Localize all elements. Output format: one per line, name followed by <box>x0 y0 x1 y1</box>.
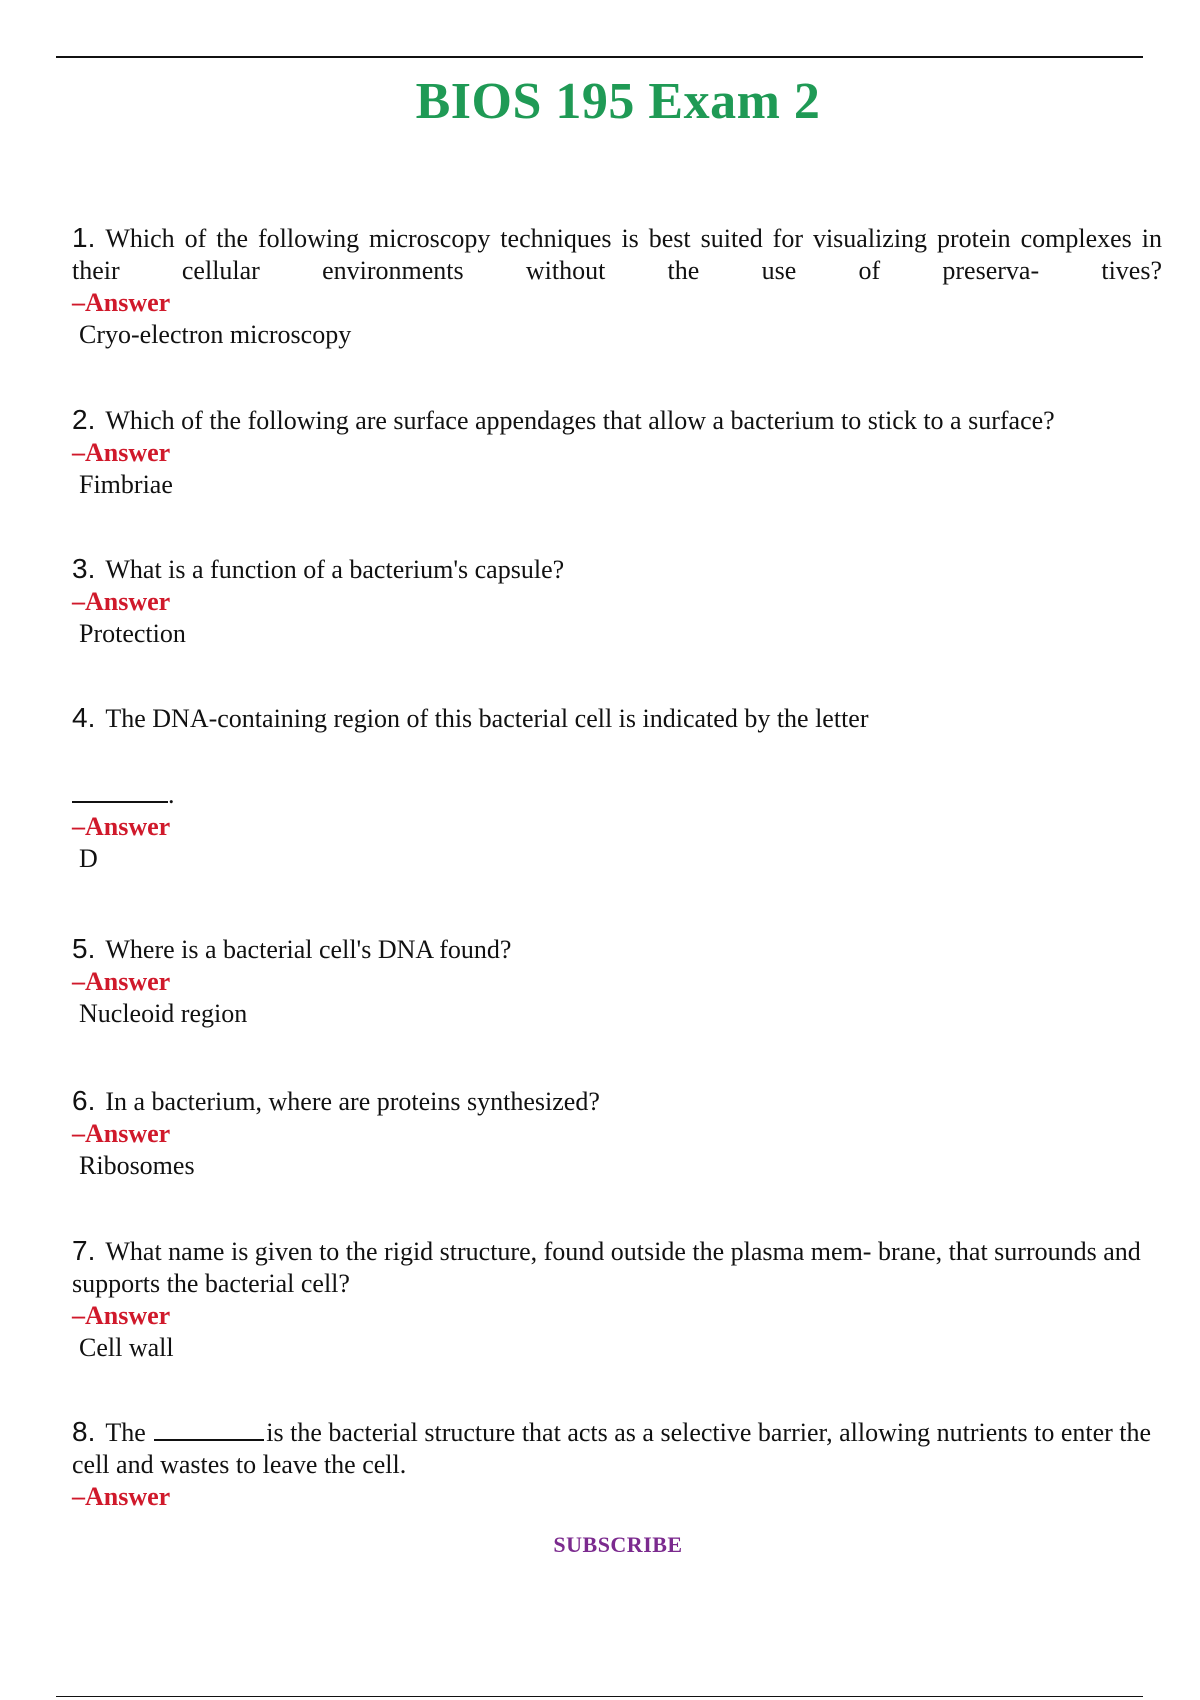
answer-label: –Answer <box>72 587 171 616</box>
question-text: 7. What name is given to the rigid structure, found outside the plasma mem- brane, that surrounds and supports the bacterial cell? <box>72 1235 1141 1298</box>
question-text: 1. Which of the following microscopy techniques is best suited for visualizing protein complexes in their cellular environments without the use of preserva- tives? <box>72 222 1162 285</box>
answer-label: –Answer <box>72 1119 171 1148</box>
question-3 <box>72 553 1162 650</box>
answer-text: D <box>79 844 98 873</box>
question-number: 6. <box>72 1085 96 1116</box>
question-text: 6. In a bacterium, where are proteins synthesized? <box>72 1085 600 1116</box>
top-rule <box>56 56 1143 58</box>
question-number: 8. <box>72 1416 96 1447</box>
answer-text: Protection <box>79 619 186 648</box>
question-4 <box>72 702 1162 875</box>
question-number: 4. <box>72 702 96 733</box>
answer-label: –Answer <box>72 967 171 996</box>
answer-text: Ribosomes <box>79 1151 195 1180</box>
question-number: 5. <box>72 933 96 964</box>
question-text: 8. The is the bacterial structure that acts as a selective barrier, allowing nutrients to enter the cell and wastes to leave the cell. <box>72 1416 1152 1479</box>
answer-text: Cell wall <box>79 1333 174 1362</box>
question-text: 3. What is a function of a bacterium's capsule? <box>72 553 565 584</box>
question-8 <box>72 1416 1162 1513</box>
subscribe-link[interactable]: SUBSCRIBE <box>553 1532 683 1557</box>
page-title: BIOS 195 Exam 2 <box>415 73 821 130</box>
question-number: 3. <box>72 553 96 584</box>
question-6 <box>72 1085 1162 1182</box>
answer-blank <box>72 779 168 803</box>
answer-blank <box>154 1417 264 1441</box>
question-number: 7. <box>72 1235 96 1266</box>
answer-label: –Answer <box>72 812 171 841</box>
answer-label: –Answer <box>72 288 171 317</box>
bottom-rule <box>56 1696 1143 1697</box>
answer-text: Fimbriae <box>79 470 173 499</box>
question-text: 2. Which of the following are surface appendages that allow a bacterium to stick to a surface? <box>72 404 1055 435</box>
question-2 <box>72 404 1162 501</box>
question-text: 4. The DNA-containing region of this bacterial cell is indicated by the letter <box>72 702 869 733</box>
answer-blank-line: . <box>72 735 1162 811</box>
answer-label: –Answer <box>72 1482 171 1511</box>
answer-label: –Answer <box>72 1301 171 1330</box>
question-5 <box>72 933 1162 1030</box>
question-number: 1. <box>72 222 96 253</box>
answer-label: –Answer <box>72 438 171 467</box>
answer-text: Cryo-electron microscopy <box>79 320 352 349</box>
question-1 <box>72 222 1162 351</box>
question-7 <box>72 1235 1162 1364</box>
question-number: 2. <box>72 404 96 435</box>
answer-text: Nucleoid region <box>79 999 248 1028</box>
question-text: 5. Where is a bacterial cell's DNA found? <box>72 933 512 964</box>
